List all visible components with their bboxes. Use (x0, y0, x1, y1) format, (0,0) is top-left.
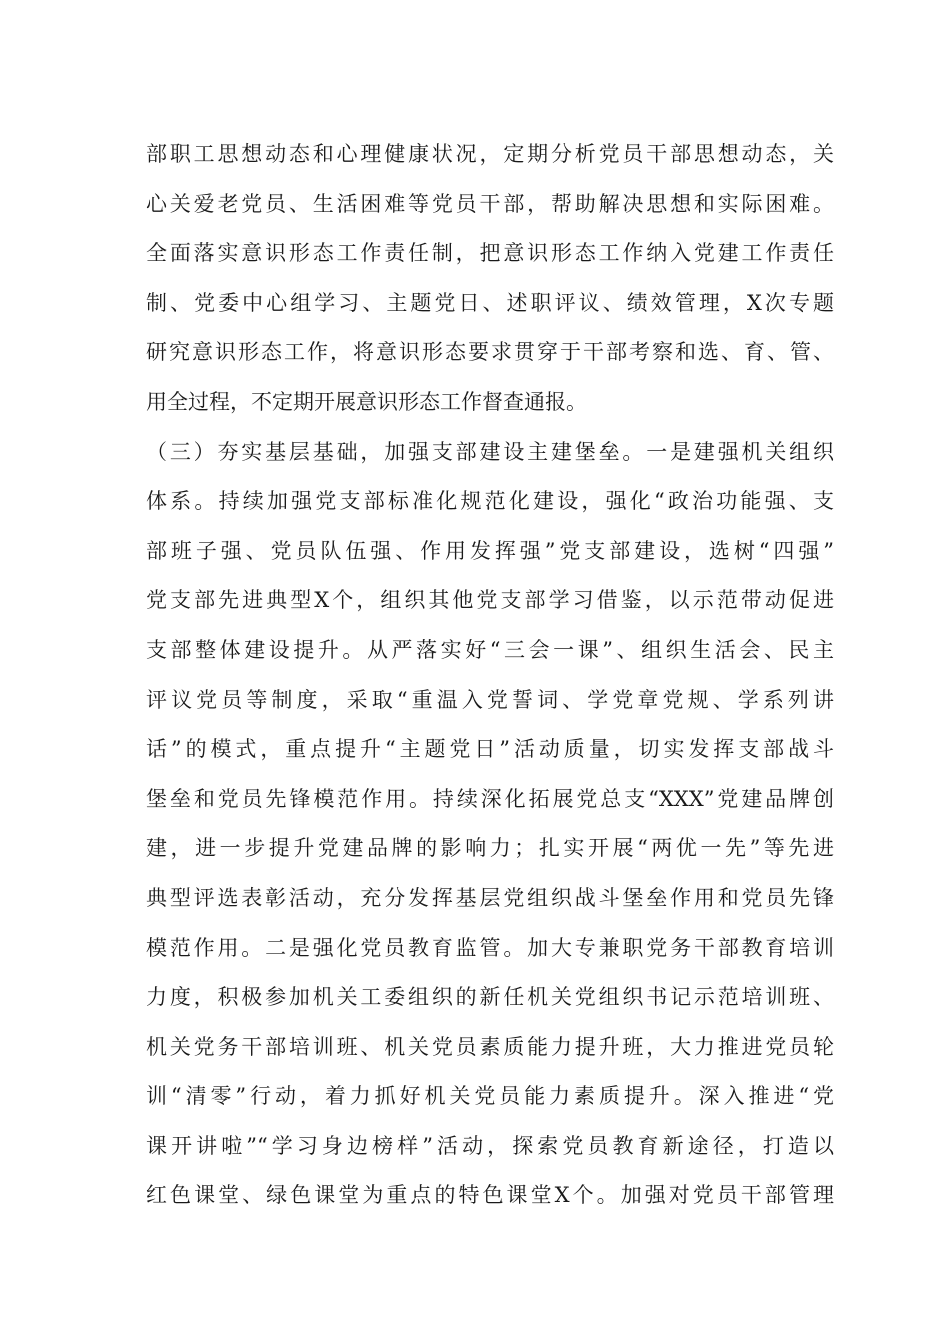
text-line: 课开讲啦”“学习身边榜样”活动，探索党员教育新途径，打造以 (146, 1133, 834, 1158)
text-line: 制、党委中心组学习、主题党日、述职评议、绩效管理，X次专题 (146, 290, 834, 315)
text-line: 机关党务干部培训班、机关党员素质能力提升班，大力推进党员轮 (146, 1034, 834, 1059)
text-line: 体系。持续加强党支部标准化规范化建设，强化“政治功能强、支 (146, 489, 834, 514)
text-line: 党支部先进典型X个，组织其他党支部学习借鉴，以示范带动促进 (146, 588, 834, 613)
text-line: 部班子强、党员队伍强、作用发挥强”党支部建设，选树“四强” (146, 538, 834, 563)
text-line: 模范作用。二是强化党员教育监管。加大专兼职党务干部教育培训 (146, 935, 834, 960)
text-line: 支部整体建设提升。从严落实好“三会一课”、组织生活会、民主 (146, 637, 834, 662)
text-line: 研究意识形态工作，将意识形态要求贯穿于干部考察和选、育、管、 (146, 340, 834, 365)
text-line: 建，进一步提升党建品牌的影响力；扎实开展“两优一先”等先进 (146, 836, 834, 861)
text-line: 红色课堂、绿色课堂为重点的特色课堂X个。加强对党员干部管理 (146, 1183, 834, 1208)
text-line: 话”的模式，重点提升“主题党日”活动质量，切实发挥支部战斗 (146, 737, 834, 762)
text-line-paragraph-end: 用全过程，不定期开展意识形态工作督查通报。 (146, 389, 587, 414)
text-line: 典型评选表彰活动，充分发挥基层党组织战斗堡垒作用和党员先锋 (146, 885, 834, 910)
text-line: 部职工思想动态和心理健康状况，定期分析党员干部思想动态，关 (146, 142, 834, 166)
text-line: 全面落实意识形态工作责任制，把意识形态工作纳入党建工作责任 (146, 241, 834, 266)
body-text (146, 130, 834, 1221)
text-line: 训“清零”行动，着力抓好机关党员能力素质提升。深入推进“党 (146, 1084, 834, 1109)
text-line: 堡垒和党员先锋模范作用。持续深化拓展党总支“XXX”党建品牌创 (146, 786, 834, 811)
text-line: 评议党员等制度，采取“重温入党誓词、学党章党规、学系列讲 (146, 687, 834, 712)
section-heading-line: （三）夯实基层基础，加强支部建设主建堡垒。一是建强机关组织 (146, 439, 834, 464)
text-line: 心关爱老党员、生活困难等党员干部，帮助解决思想和实际困难。 (146, 191, 834, 216)
text-line: 力度，积极参加机关工委组织的新任机关党组织书记示范培训班、 (146, 985, 834, 1010)
